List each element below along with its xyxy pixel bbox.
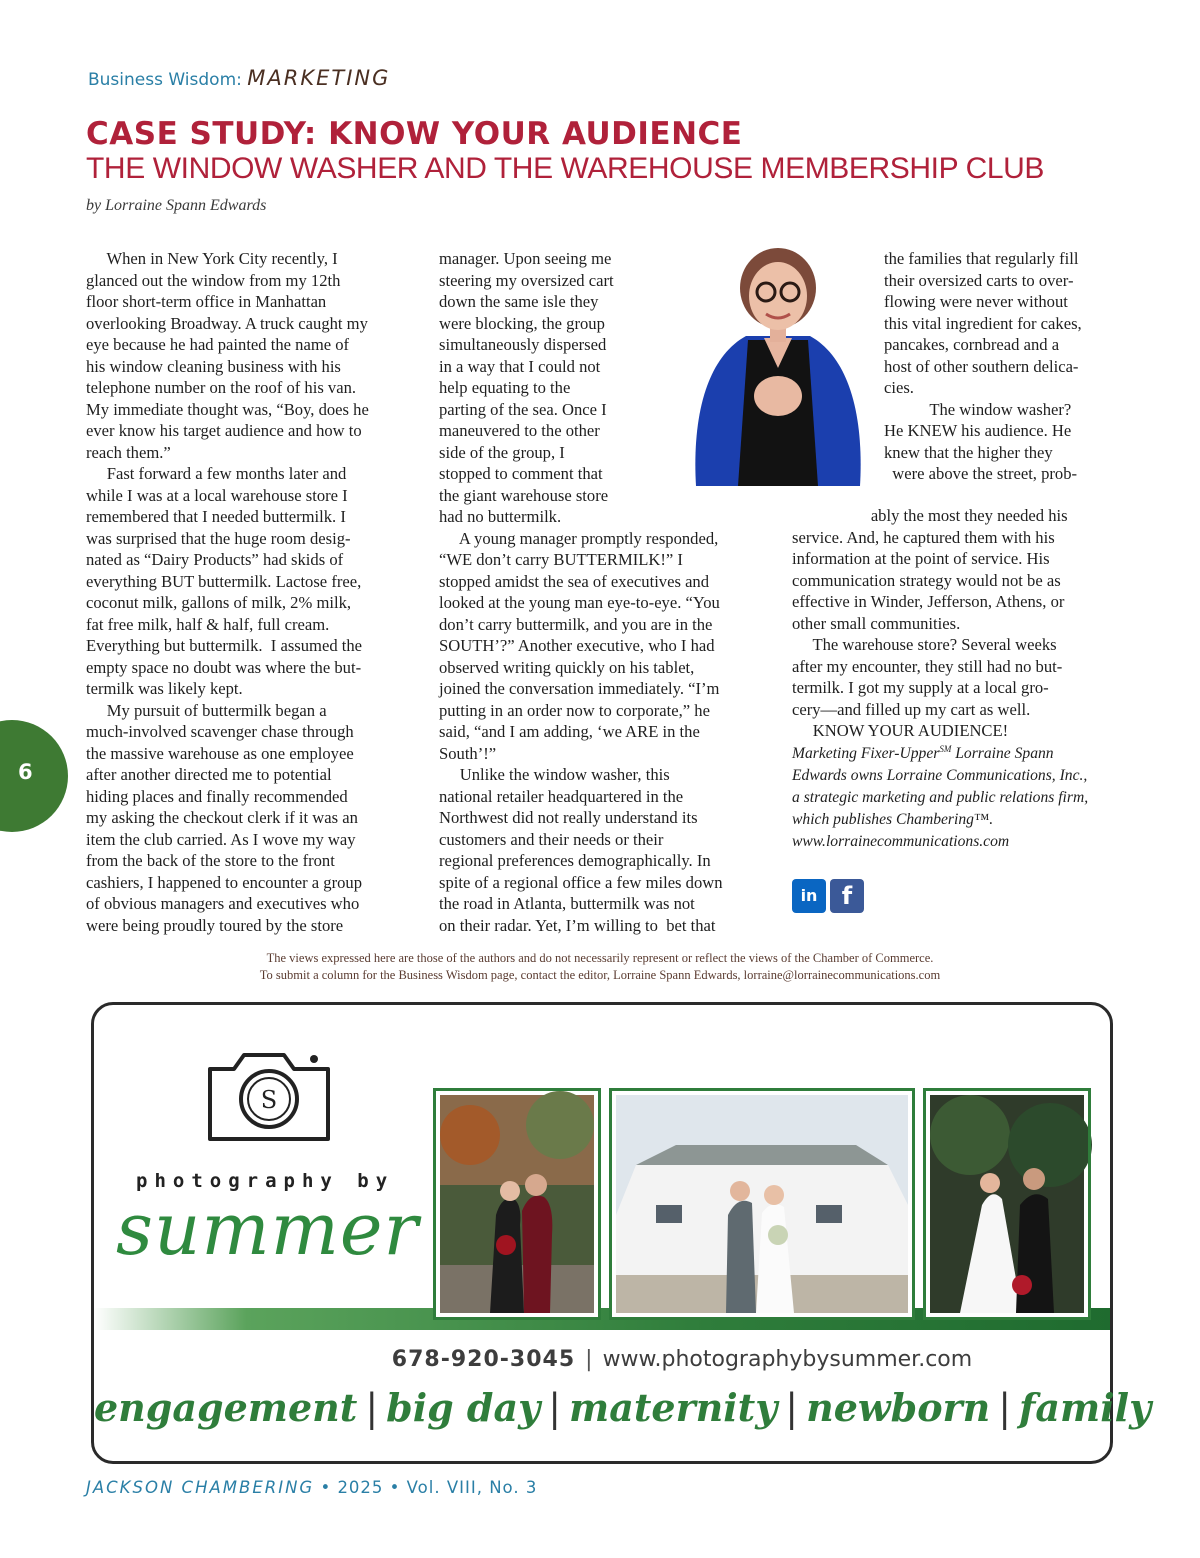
- disclaimer: [0, 950, 1200, 984]
- byline: by Lorraine Spann Edwards: [86, 197, 267, 214]
- ad-photo-wedding-house: [612, 1091, 912, 1317]
- author-photo: [686, 218, 870, 486]
- page-number: 6: [18, 760, 33, 784]
- service-family: family: [1019, 1385, 1152, 1430]
- footer-issue: 2025 • Vol. VIII, No. 3: [337, 1478, 538, 1497]
- ad-photo-couple-fall: [436, 1091, 598, 1317]
- section-label: [88, 66, 390, 90]
- ad-phone[interactable]: 678-920-3045: [391, 1347, 576, 1372]
- service-newborn: newborn: [806, 1385, 991, 1430]
- footer-publication: JACKSON CHAMBERING: [86, 1478, 315, 1497]
- page-footer: [86, 1478, 537, 1497]
- service-engagement: engagement: [94, 1385, 358, 1430]
- page-number-tab: [0, 720, 68, 832]
- advertisement: [91, 1002, 1152, 1464]
- article-column-2: manager. Upon seeing me steering my oversized cart down the same isle they were blocking, the group simultaneously dispersed in a way that I could not help equating to the parting of the sea. Once I maneuvered to the other side of the group, I stopped to comment that the giant warehouse store had no buttermilk. A young manager promptly responded, “WE don’t carry BUTTERMILK!” I stopped amidst the sea of executives and looked at the young man eye-to-eye. “You don’t carry buttermilk, and you are in the SOUTH’?” Another executive, who I had observed writing quickly on his tablet, joined the conversation immediately. “I’m putting in an order now to corporate,” he said, “and I am adding, ‘we ARE in the South’!” Unlike the window washer, this national retailer headquartered in the Northwest did not really understand its customers and their needs or their regional preferences demographically. In spite of a regional office a few miles down the road in Atlanta, buttermilk was not on their radar. Yet, I’m willing to bet that: [439, 249, 723, 935]
- camera-icon: [204, 1047, 334, 1147]
- ad-photo-couple-forest: [926, 1091, 1088, 1317]
- article-column-3-top: the families that regularly fill their oversized carts to over- flowing were never without this vital ingredient for cakes, pancakes, cornbread and a host of other southern delica- cies. The window washer? He KNEW his audience. He knew that the higher they were above the street, prob-: [884, 249, 1082, 483]
- disclaimer-line-2: To submit a column for the Business Wisdom page, contact the editor, Lorraine Spann Edwards, lorraine@lorrainecommunications.com: [259, 968, 941, 982]
- linkedin-icon[interactable]: in: [792, 879, 826, 913]
- footer-bullet: •: [320, 1478, 332, 1497]
- subheadline: THE WINDOW WASHER AND THE WAREHOUSE MEMBERSHIP CLUB: [86, 152, 1045, 185]
- ad-contact: 678-920-3045 | www.photographybysummer.com: [391, 1347, 973, 1372]
- author-bio: Marketing Fixer-Upper℠ Lorraine Spann Edwards owns Lorraine Communications, Inc., a strategic marketing and public relations firm, which publishes Chambering™. www.lorrainecommunications.com: [792, 744, 1089, 851]
- article-column-1: When in New York City recently, I glanced out the window from my 12th floor short-term office in Manhattan overlooking Broadway. A truck caught my eye because he had painted the name of his window cleaning business with his telephone number on the roof of his van. My immediate thought was, “Boy, does he ever know his target audience and how to reach them.” Fast forward a few months later and while I was at a local warehouse store I remembered that I needed buttermilk. I was surprised that the huge room desig- nated as “Dairy Products” had skids of everything BUT buttermilk. Lactose free, coconut milk, gallons of milk, 2% milk, fat free milk, half & half, full cream. Everything but buttermilk. I assumed the empty space no doubt was where the but- termilk was likely kept. My pursuit of buttermilk began a much-involved scavenger chase through the massive warehouse as one employee after another directed me to potential hiding places and finally recommended my asking the checkout clerk if it was an item the club carried. As I wove my way from the back of the store to the front cashiers, I happened to encounter a group of obvious managers and executives who were being proudly toured by the store: [86, 249, 369, 935]
- article-column-3-bottom: ably the most they needed his service. And, he captured them with his information at the point of service. His communication strategy would not be as effective in Winder, Jefferson, Athens, or other small communities. The warehouse store? Several weeks after my encounter, they still had no but- termilk. I got my supply at a local gro- cery—and filled up my cart as well. KNOW YOUR AUDIENCE!: [792, 506, 1068, 740]
- disclaimer-line-1: The views expressed here are those of the authors and do not necessarily represent or reflect the views of the Chamber of Commerce.: [266, 951, 934, 965]
- ad-website[interactable]: www.photographybysummer.com: [602, 1347, 973, 1372]
- service-maternity: maternity: [569, 1385, 778, 1430]
- ad-services: engagement | big day | maternity | newborn | family: [94, 1385, 1152, 1430]
- ad-brand: summer: [116, 1187, 419, 1271]
- headline: CASE STUDY: KNOW YOUR AUDIENCE: [86, 116, 743, 152]
- ad-kicker: photography by: [136, 1170, 395, 1192]
- logo-letter: S: [260, 1086, 278, 1114]
- section-topic: MARKETING: [247, 66, 391, 90]
- service-big-day: big day: [386, 1385, 541, 1430]
- facebook-icon[interactable]: f: [830, 879, 864, 913]
- author-bio-details: Edwards owns Lorraine Communications, Inc., a strategic marketing and public relations firm, which publishes Chambering™. www.lorrainecommunications.com: [792, 767, 1089, 851]
- section-name: Business Wisdom:: [88, 70, 242, 90]
